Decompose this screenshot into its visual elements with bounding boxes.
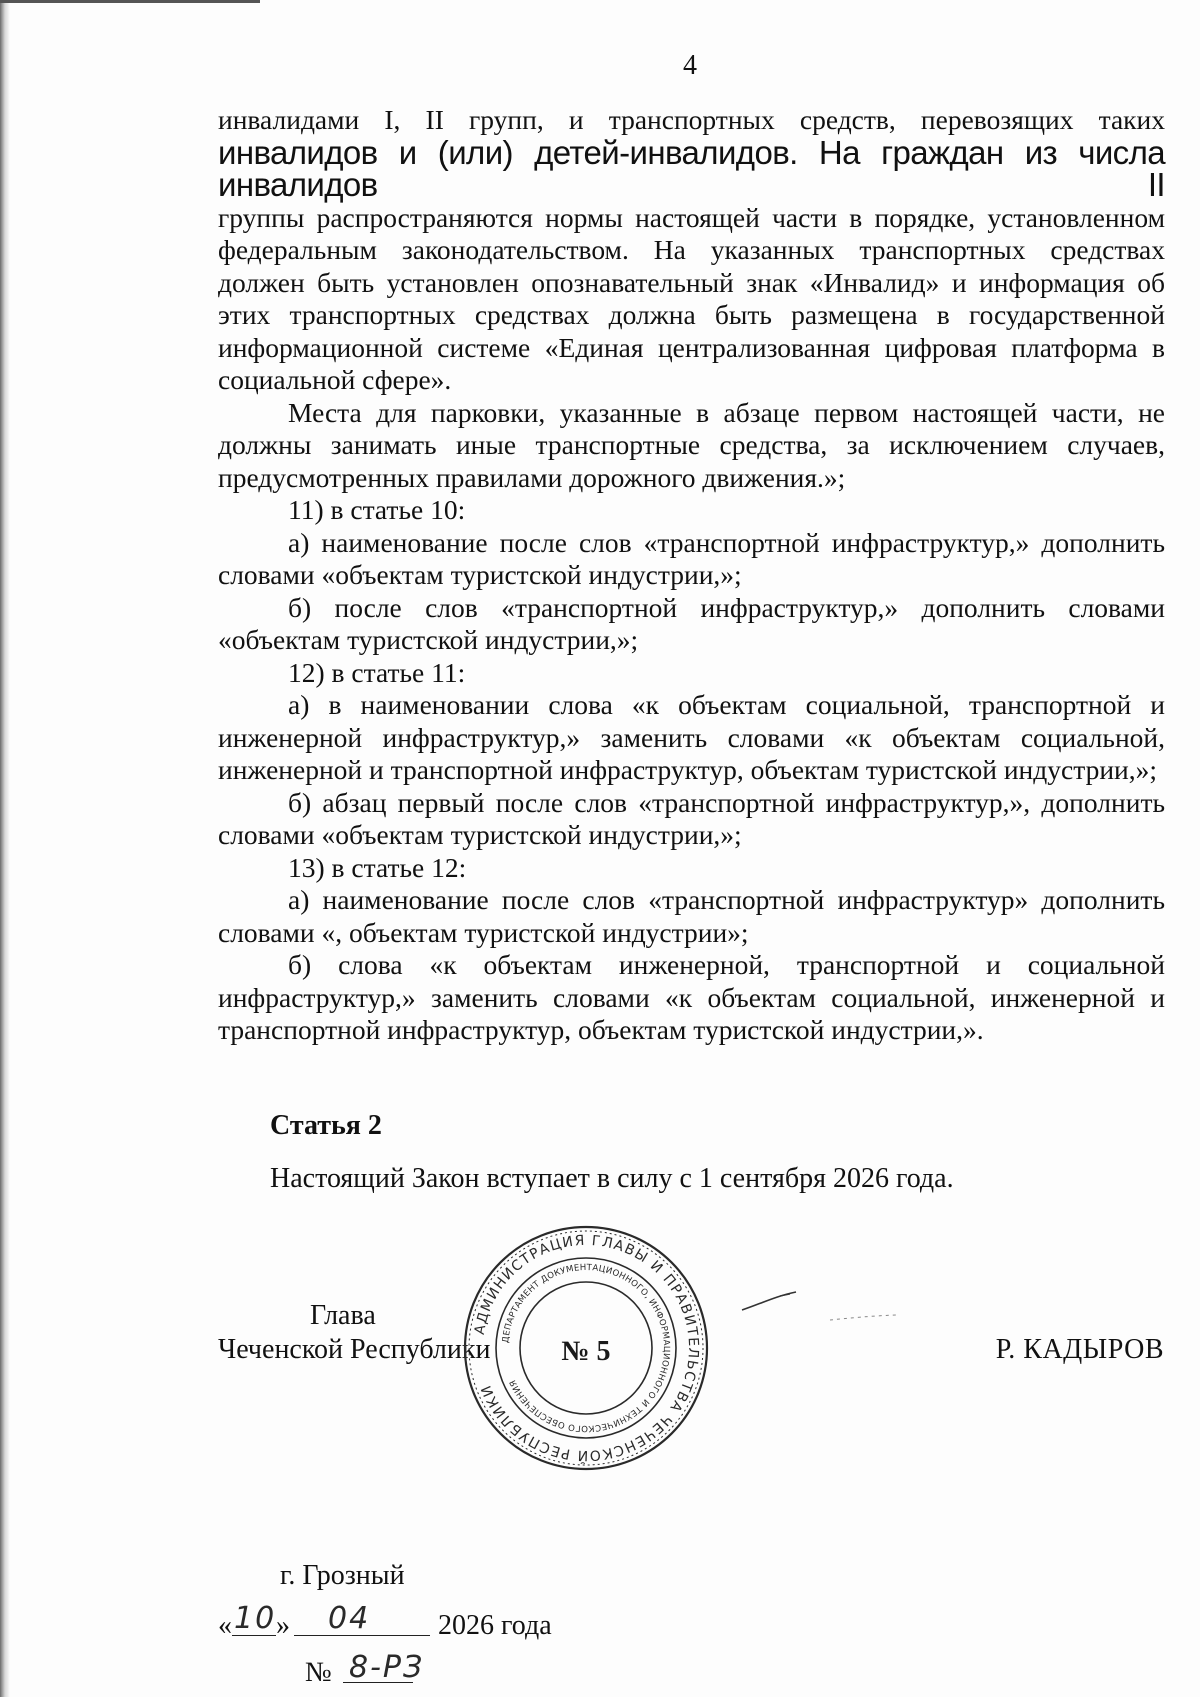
date-close-quote: » [276,1610,290,1641]
paragraph-7: а) в наименовании слова «к объектам социальной, транспортной и инженерной инфраструктур,» заменить словами «к объектам социальной, инженерной и транспортной инфраструктур, объектам туристской индустрии,»; [218,689,1165,785]
city: г. Грозный [280,1560,405,1591]
paragraph-8: б) абзац первый после слов «транспортной инфраструктур,», дополнить словами «объектам туристской индустрии,»; [218,786,1165,850]
law-number-line [305,1645,505,1693]
date-month: 04 [328,1601,371,1636]
date-year: 2026 года [438,1610,552,1641]
paragraph-5: б) после слов «транспортной инфраструктур,» дополнить словами «объектам туристской индустрии,»; [218,591,1165,655]
paragraph-4: а) наименование после слов «транспортной инфраструктур,» дополнить словами «объектам туристской индустрии,»; [218,526,1165,590]
article-2-text: Настоящий Закон вступает в силу с 1 сентября 2026 года. [270,1163,954,1194]
signing-date [218,1600,638,1648]
body-text [218,104,1165,1047]
paragraph-1-line-1: инвалидами I, II групп, и транспортных средств, перевозящих таких [218,104,1165,135]
signatory-name: Р. КАДЫРОВ [995,1334,1164,1365]
paragraph-1-line-2: инвалидов и (или) детей-инвалидов. На граждан из числа инвалидов II [218,133,1165,203]
article-2-heading: Статья 2 [270,1110,382,1141]
paragraph-6: 12) в статье 11: [288,656,466,688]
page-number: 4 [683,50,697,81]
signatory-title: Глава [310,1300,376,1331]
paragraph-10: а) наименование после слов «транспортной инфраструктур» дополнить словами «, объектам туристской индустрии»; [218,884,1165,948]
seal-number: № 5 [561,1336,611,1367]
date-open-quote: « [218,1610,232,1641]
scan-edge [0,0,10,1697]
seal-inner-textpath: ДЕПАРТАМЕНТ ДОКУМЕНТАЦИОННОГО, ИНФОРМАЦИОННОГО И ТЕХНИЧЕСКОГО ОБЕСПЕЧЕНИЯ [501,1262,672,1434]
scan-top-mark [0,0,260,3]
seal-outer-textpath: АДМИНИСТРАЦИЯ ГЛАВЫ И ПРАВИТЕЛЬСТВА ЧЕЧЕНСКОЙ РЕСПУБЛИКИ [471,1232,702,1464]
law-number: 8-РЗ [349,1650,425,1685]
handwritten-signature [740,1282,900,1332]
paragraph-9: 13) в статье 12: [288,851,467,883]
paragraph-11: б) слова «к объектам инженерной, транспортной и социальной инфраструктур,» заменить словами «к объектам социальной, инженерной и транспортной инфраструктур, объектам туристской индустрии,». [218,949,1165,1045]
official-seal [462,1224,710,1472]
paragraph-2: Места для парковки, указанные в абзаце первом настоящей части, не должны занимать иные транспортные средства, за исключением случаев, предусмотренных правилами дорожного движения.»; [218,396,1165,493]
paragraph-1-rest: группы распространяются нормы настоящей части в порядке, установленном федеральным законодательством. На указанных транспортных средствах должен быть установлен опознавательный знак «Инвалид» и информация об этих транспортных средствах должна быть размещена в государственной информационной системе «Единая централизованная цифровая платформа в социальной сфере». [218,201,1165,395]
date-day: 10 [234,1601,277,1636]
paragraph-3: 11) в статье 10: [288,494,466,525]
law-number-label: № [305,1657,332,1688]
signatory-organization: Чеченской Республики [218,1334,491,1365]
